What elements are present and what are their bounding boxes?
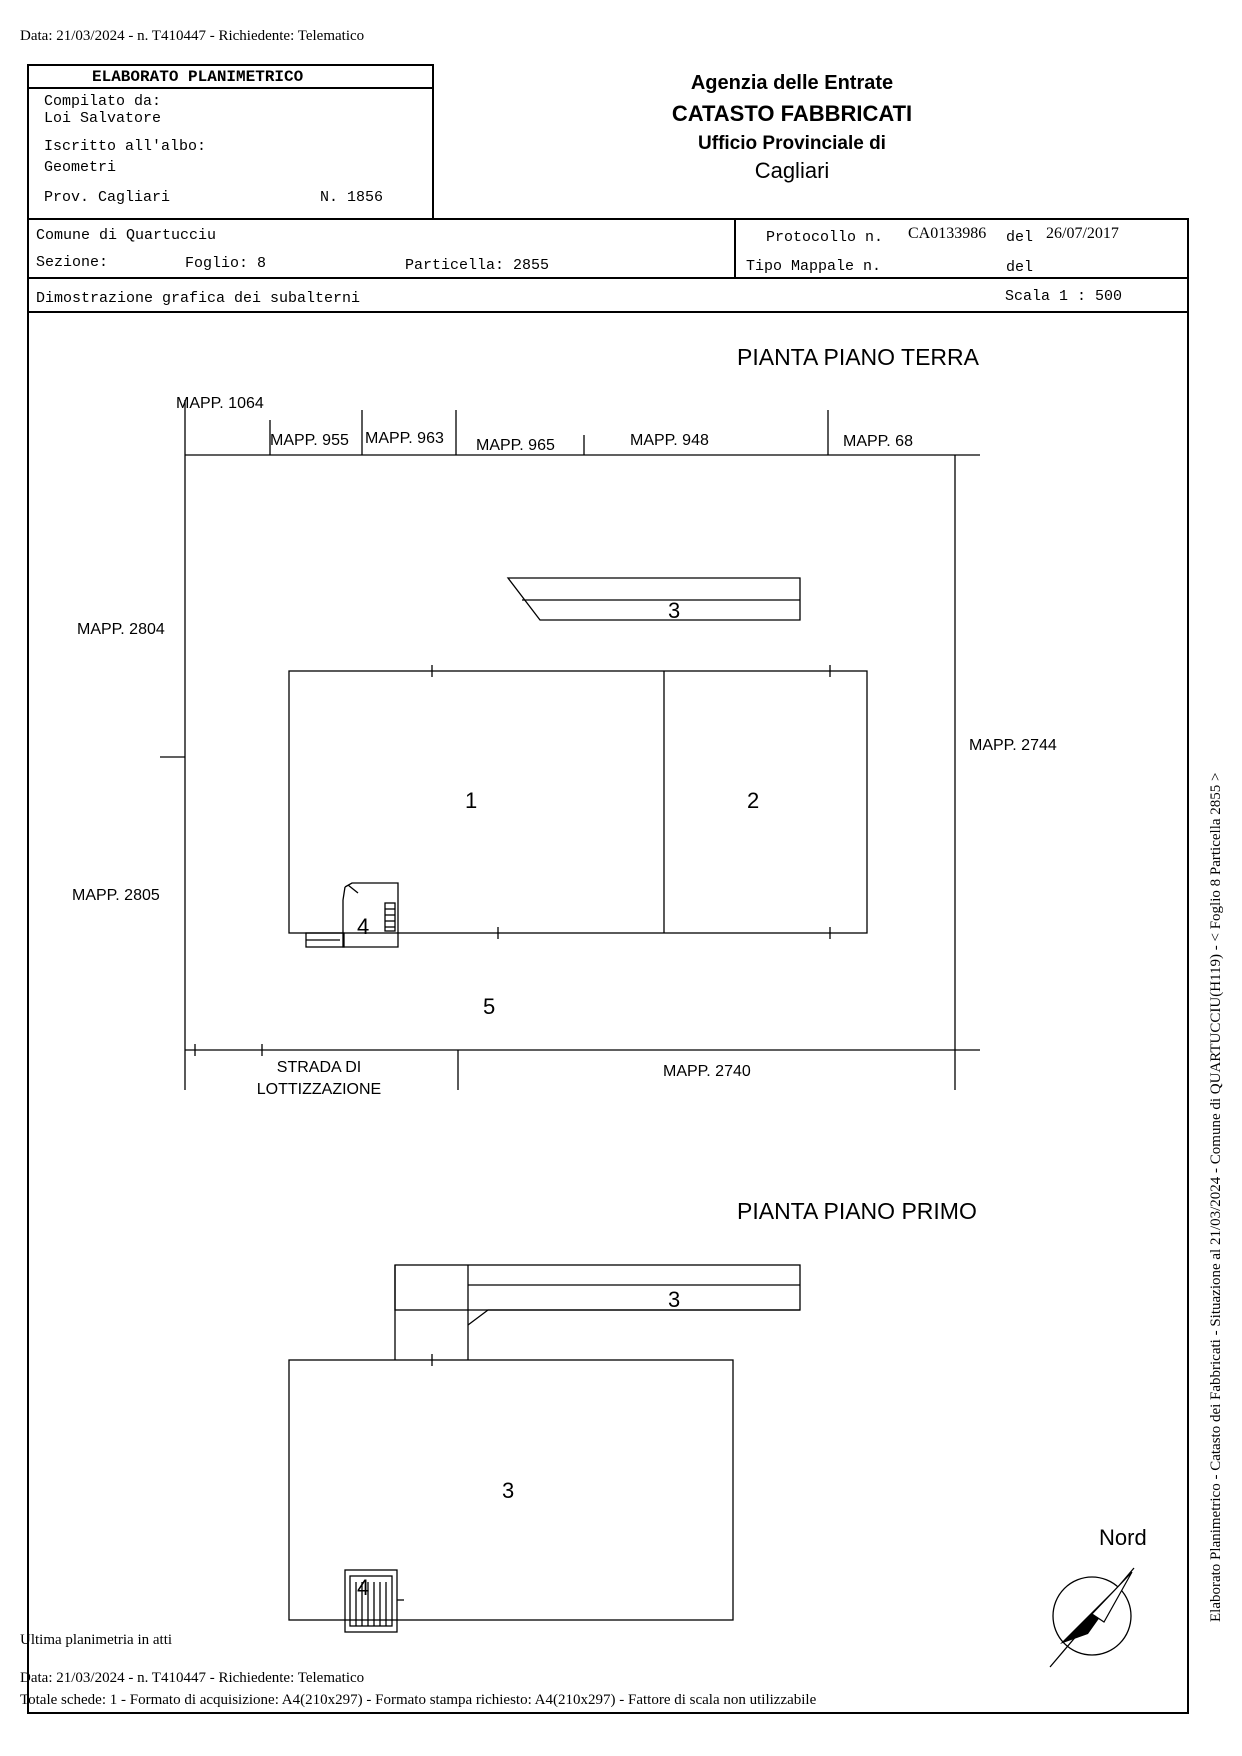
mapp-68: MAPP. 68 <box>843 433 913 450</box>
del-label-2: del <box>1006 259 1034 276</box>
agency-name: Agenzia delle Entrate <box>690 72 894 94</box>
sub-3-first-main: 3 <box>502 1478 515 1503</box>
ufficio-city: Cagliari <box>754 158 830 183</box>
footer-data-line: Data: 21/03/2024 - n. T410447 - Richiedente: Telematico <box>20 1670 365 1686</box>
mapp-2744: MAPP. 2744 <box>969 737 1057 754</box>
strada-line-1: STRADA DI <box>276 1059 362 1076</box>
mapp-2805: MAPP. 2805 <box>72 887 160 904</box>
del-label: del <box>1006 229 1034 246</box>
comune-label: Comune di Quartucciu <box>36 227 217 244</box>
footer-totale-line: Totale schede: 1 - Formato di acquisizione: A4(210x297) - Formato stampa richiesto: A4(210x297) - Fattore di scala non utilizzabile <box>20 1692 817 1708</box>
scale-label: Scala 1 : 500 <box>1005 288 1123 305</box>
first-floor-title: PIANTA PIANO PRIMO <box>737 1198 977 1224</box>
sub-3-first-top: 3 <box>668 1287 681 1312</box>
sezione-label: Sezione: <box>36 254 109 271</box>
mapp-963: MAPP. 963 <box>365 430 444 447</box>
side-vertical-text: Elaborato Planimetrico - Catasto dei Fabbricati - Situazione al 21/03/2024 - Comune di QUARTUCCIU(H119) - < Foglio 8 Particella 2855 > <box>1208 772 1224 1622</box>
sub-4-ground: 4 <box>357 914 370 939</box>
strada-line-2: LOTTIZZAZIONE <box>256 1081 382 1098</box>
registration-number: N. 1856 <box>320 189 384 206</box>
mapp-2804: MAPP. 2804 <box>77 621 165 638</box>
mapp-948: MAPP. 948 <box>630 432 709 449</box>
ufficio-label: Ufficio Provinciale di <box>698 133 886 154</box>
sub-3-ground: 3 <box>668 598 681 623</box>
sub-2: 2 <box>747 788 760 813</box>
sub-1: 1 <box>465 788 478 813</box>
header-line: Data: 21/03/2024 - n. T410447 - Richiedente: Telematico <box>20 28 365 44</box>
prov-label: Prov. Cagliari <box>44 189 171 206</box>
foglio-label: Foglio: 8 <box>185 255 267 272</box>
protocollo-date: 26/07/2017 <box>1046 225 1119 242</box>
ultima-planimetria: Ultima planimetria in atti <box>20 1632 173 1648</box>
particella-label: Particella: 2855 <box>405 257 550 274</box>
sub-4-first: 4 <box>357 1575 370 1600</box>
ground-floor-title: PIANTA PIANO TERRA <box>737 344 979 370</box>
dimostrazione-label: Dimostrazione grafica dei subalterni <box>36 290 361 307</box>
north-label: Nord <box>1099 1525 1147 1550</box>
iscritto-value: Geometri <box>44 159 117 176</box>
elaborato-title: ELABORATO PLANIMETRICO <box>92 68 304 86</box>
catasto-title: CATASTO FABBRICATI <box>671 101 913 126</box>
compilato-label: Compilato da: <box>44 93 162 110</box>
protocollo-value: CA0133986 <box>908 225 987 242</box>
mapp-1064: MAPP. 1064 <box>176 395 264 412</box>
mapp-2740: MAPP. 2740 <box>663 1063 751 1080</box>
protocollo-label: Protocollo n. <box>766 229 884 246</box>
compilato-name: Loi Salvatore <box>44 110 162 127</box>
sub-5: 5 <box>483 994 496 1019</box>
tipo-mappale-label: Tipo Mappale n. <box>746 258 882 275</box>
mapp-955: MAPP. 955 <box>270 432 349 449</box>
iscritto-label: Iscritto all'albo: <box>44 138 207 155</box>
mapp-965: MAPP. 965 <box>476 437 555 454</box>
